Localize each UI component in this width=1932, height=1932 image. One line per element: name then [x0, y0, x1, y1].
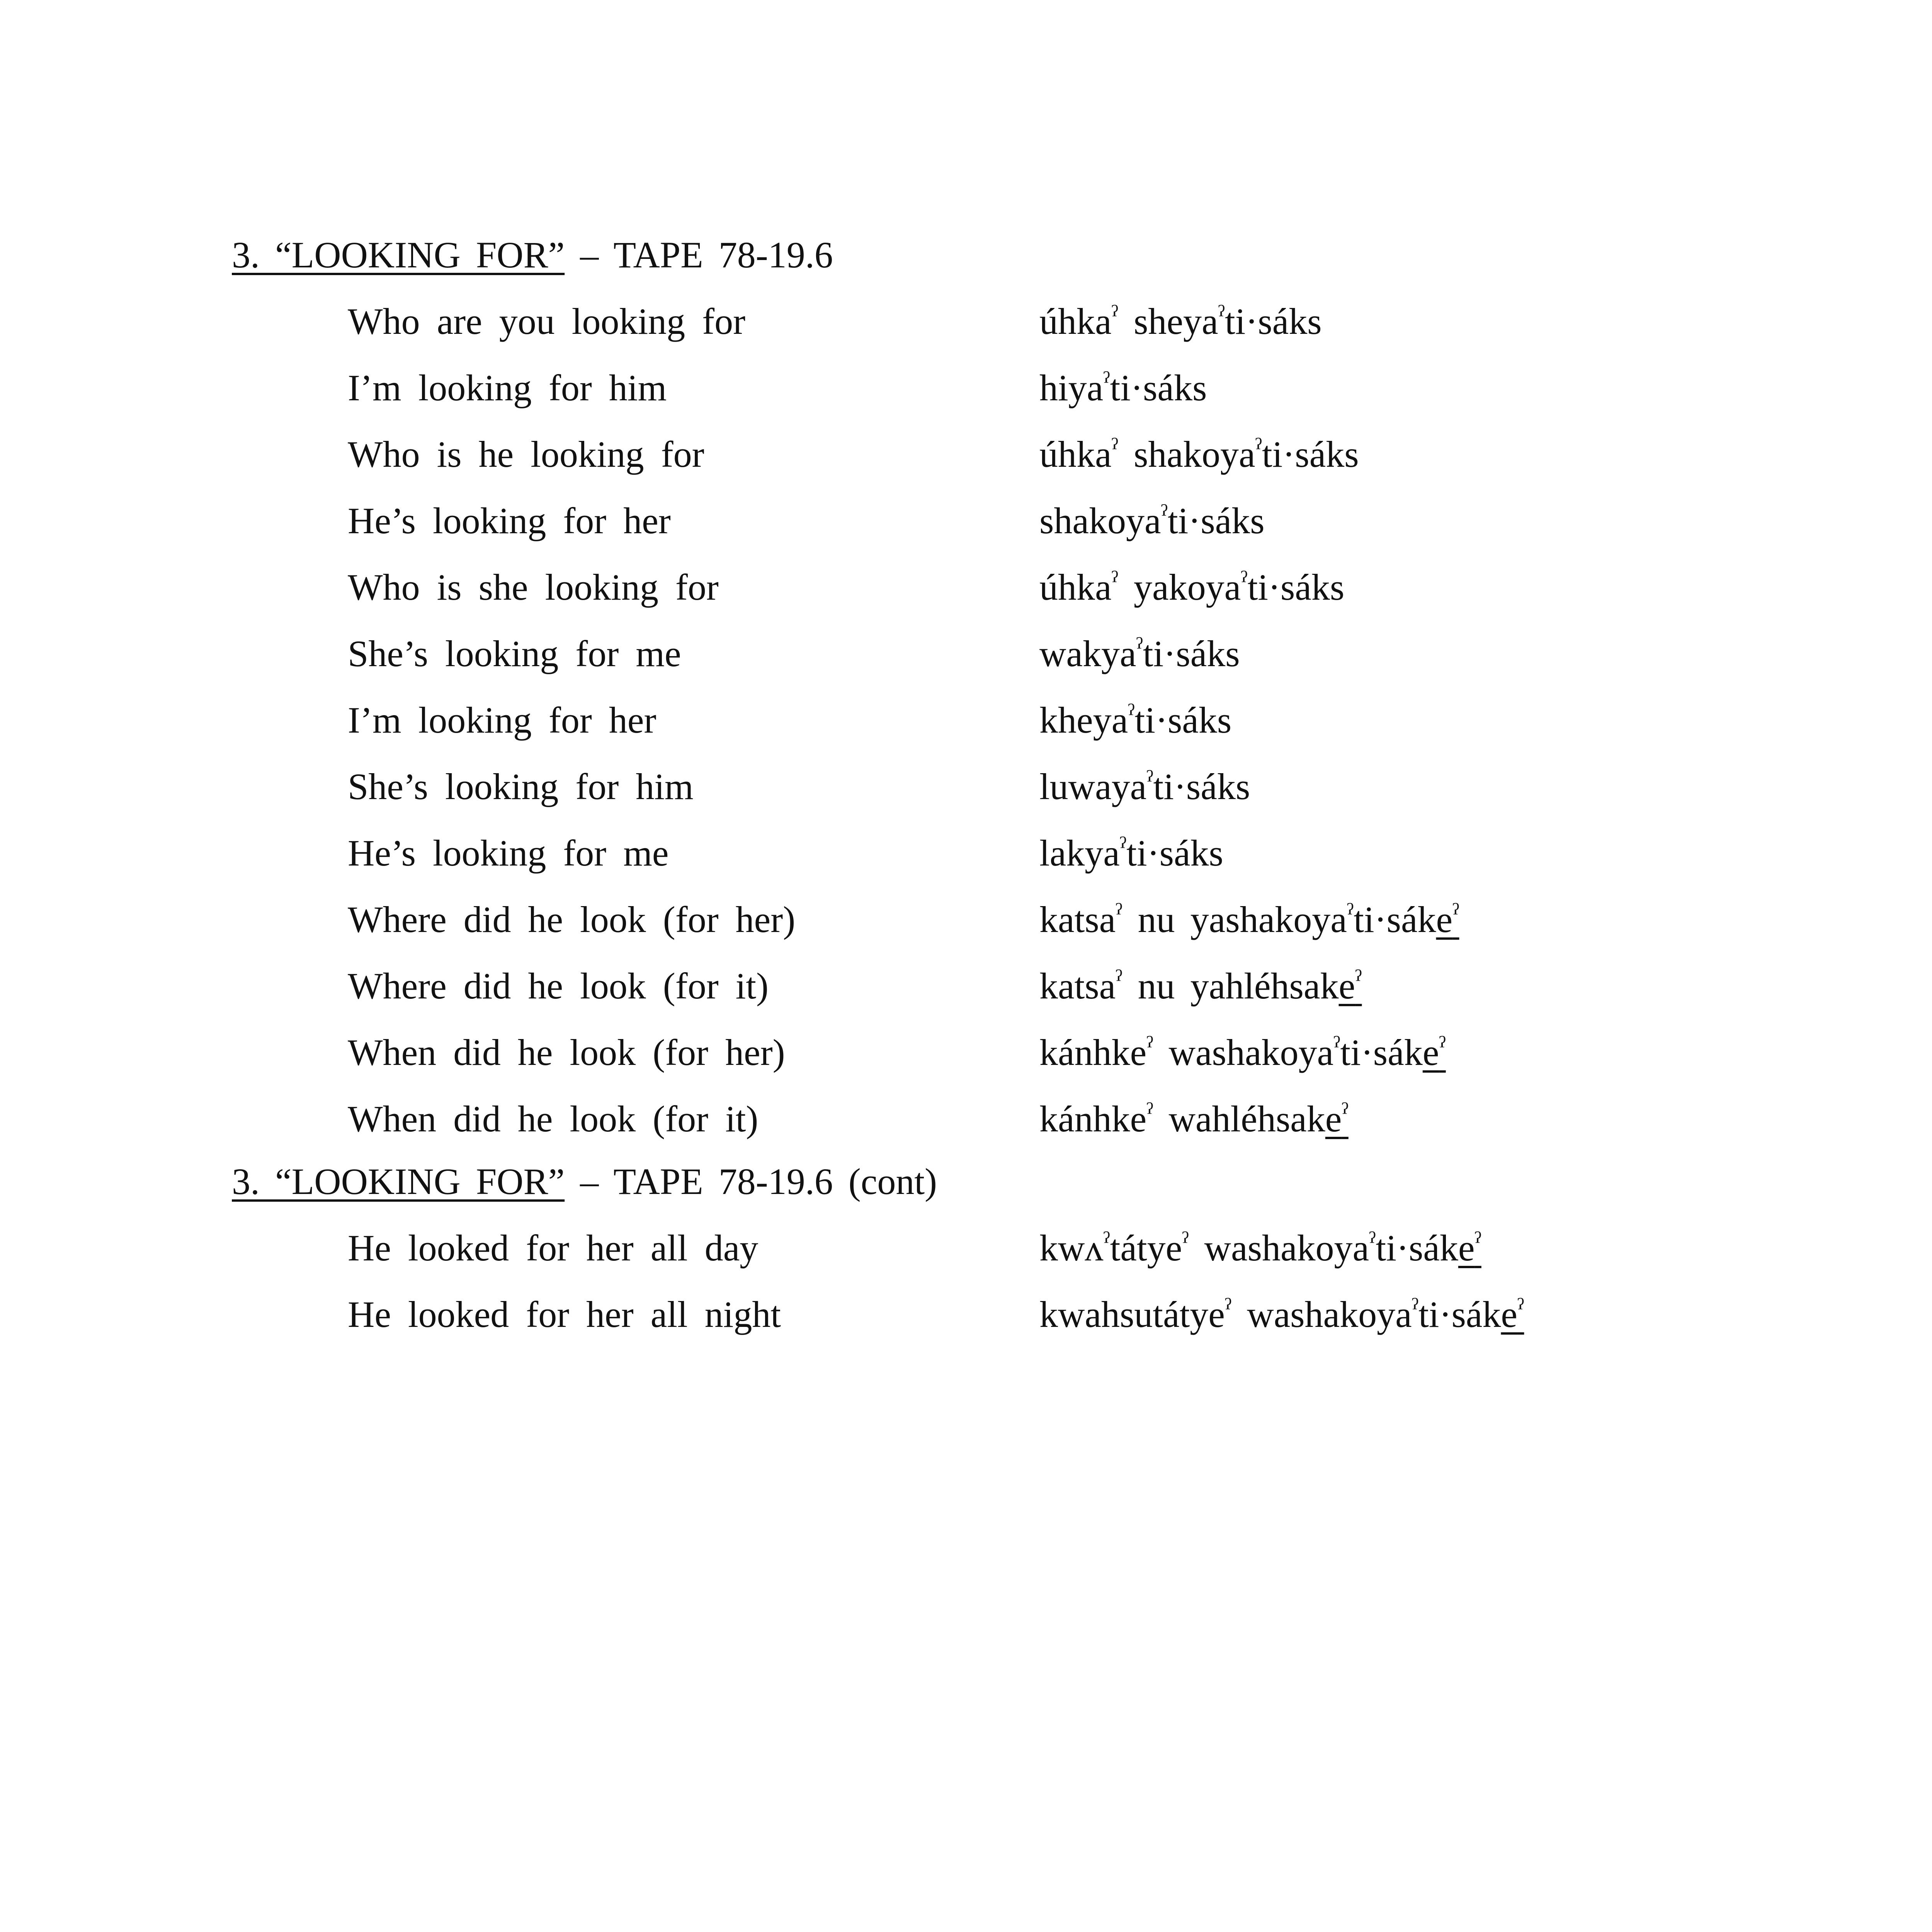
oneida-phrase: kánhke$^ˀ$ washakoya$^ˀ$ti·sáke$^ˀ$ — [1039, 1031, 1446, 1073]
oneida-phrase: lakya$^ˀ$ti·sáks — [1039, 832, 1223, 874]
oneida-phrase: katsa$^ˀ$ nu yashakoya$^ˀ$ti·sáke$^ˀ$ — [1039, 898, 1459, 940]
english-phrase: When did he look (for her) — [348, 1032, 785, 1073]
english-phrase: Where did he look (for it) — [348, 965, 769, 1007]
phrase-row — [0, 697, 1932, 743]
english-phrase: He’s looking for her — [348, 500, 671, 541]
english-phrase: He’s looking for me — [348, 832, 669, 874]
phrase-row — [0, 431, 1932, 478]
section-heading-cont-tape: – TAPE 78-19.6 (cont) — [580, 1161, 937, 1202]
english-phrase: I’m looking for him — [348, 367, 667, 408]
english-phrase: She’s looking for me — [348, 633, 681, 674]
english-phrase: He looked for her all night — [348, 1294, 781, 1335]
oneida-phrase: kwʌ$^ˀ$tátye$^ˀ$ washakoya$^ˀ$ti·sáke$^ˀ$ — [1039, 1227, 1481, 1269]
oneida-phrase: wakya$^ˀ$ti·sáks — [1039, 633, 1240, 674]
english-phrase: Who are you looking for — [348, 301, 746, 342]
english-phrase: Who is he looking for — [348, 434, 704, 475]
oneida-phrase: úhka$^ˀ$ shakoya$^ˀ$ti·sáks — [1039, 433, 1359, 475]
oneida-phrase: shakoya$^ˀ$ti·sáks — [1039, 500, 1265, 541]
oneida-phrase: katsa$^ˀ$ nu yahléhsake$^ˀ$ — [1039, 965, 1362, 1007]
phrase-row — [0, 830, 1932, 876]
phrase-row — [0, 1096, 1932, 1142]
section-heading-title: 3. “LOOKING FOR” — [232, 234, 565, 276]
phrase-row — [0, 365, 1932, 411]
english-phrase: He looked for her all day — [348, 1227, 759, 1269]
english-phrase: When did he look (for it) — [348, 1098, 759, 1139]
phrase-row — [0, 963, 1932, 1009]
english-phrase: I’m looking for her — [348, 699, 656, 741]
oneida-phrase: úhka$^ˀ$ yakoya$^ˀ$ti·sáks — [1039, 566, 1345, 608]
phrase-row — [0, 631, 1932, 677]
english-phrase: Who is she looking for — [348, 566, 719, 608]
phrase-row — [0, 1225, 1932, 1271]
oneida-phrase: hiya$^ˀ$ti·sáks — [1039, 367, 1207, 408]
section-heading — [232, 232, 833, 278]
phrase-row — [0, 1291, 1932, 1338]
oneida-phrase: kánhke$^ˀ$ wahléhsake$^ˀ$ — [1039, 1098, 1349, 1139]
phrase-row — [0, 564, 1932, 611]
english-phrase: She’s looking for him — [348, 766, 694, 807]
oneida-phrase: kwahsutátye$^ˀ$ washakoya$^ˀ$ti·sáke$^ˀ$ — [1039, 1293, 1524, 1335]
phrase-row — [0, 498, 1932, 544]
phrase-row — [0, 298, 1932, 345]
section-heading-cont — [232, 1158, 937, 1205]
section-heading-cont-title: 3. “LOOKING FOR” — [232, 1161, 565, 1202]
phrase-row — [0, 1029, 1932, 1076]
oneida-phrase: úhka$^ˀ$ sheya$^ˀ$ti·sáks — [1039, 300, 1322, 342]
phrase-row — [0, 764, 1932, 810]
english-phrase: Where did he look (for her) — [348, 899, 796, 940]
phrase-row — [0, 896, 1932, 943]
oneida-phrase: kheya$^ˀ$ti·sáks — [1039, 699, 1232, 741]
section-heading-tape: – TAPE 78-19.6 — [580, 234, 833, 276]
oneida-phrase: luwaya$^ˀ$ti·sáks — [1039, 765, 1250, 807]
